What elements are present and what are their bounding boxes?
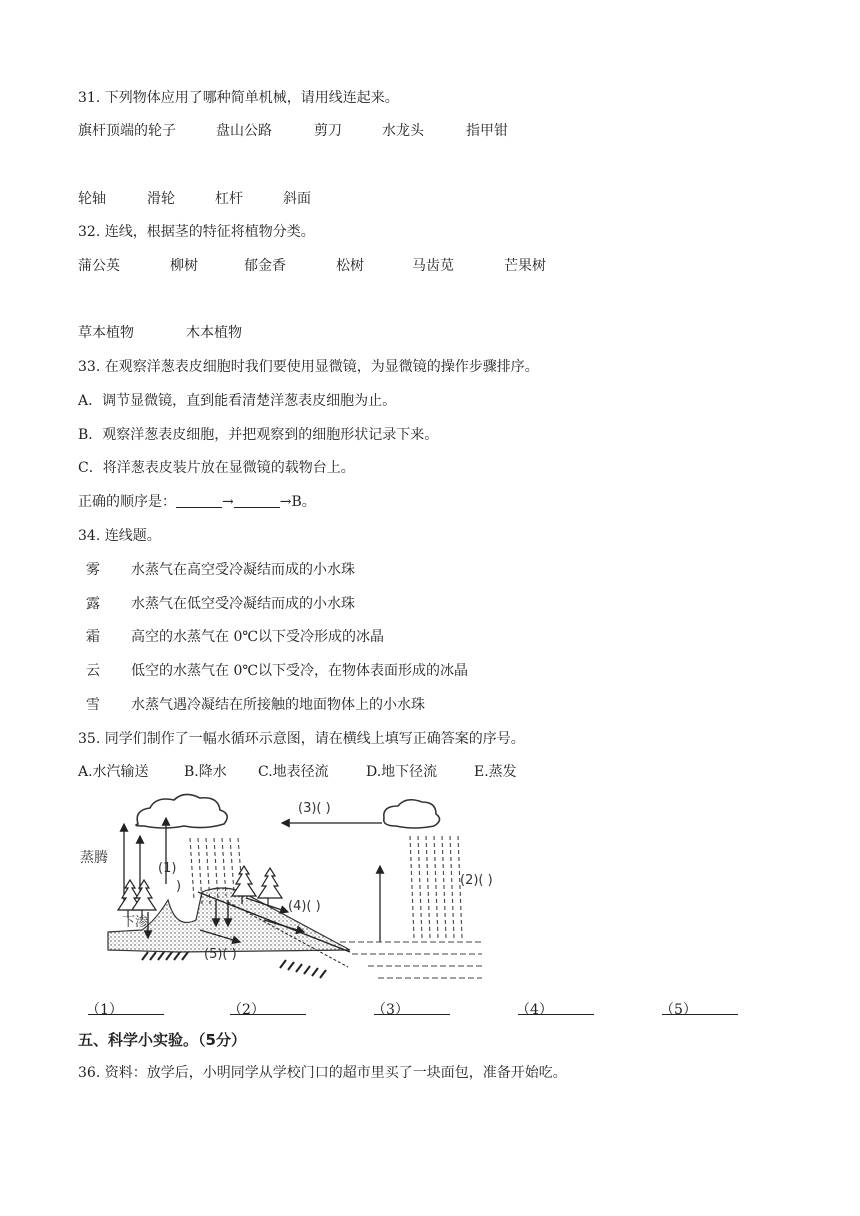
- q35-option: E.蒸发: [474, 764, 517, 780]
- right-rain: [410, 836, 462, 938]
- answer-blank-4[interactable]: [518, 1000, 594, 1015]
- q34-term: 露: [86, 596, 100, 612]
- label-evaporation: 蒸腾: [80, 850, 108, 866]
- q35-option: C.地表径流: [258, 764, 329, 780]
- q33-option-b: B．观察洋葱表皮细胞，并把观察到的细胞形状记录下来。: [78, 427, 439, 443]
- q31-machine: 斜面: [283, 191, 311, 207]
- q33-option-c: C．将洋葱表皮装片放在显微镜的载物台上。: [78, 460, 355, 476]
- q31-title: 31. 下列物体应用了哪种简单机械，请用线连起来。: [78, 90, 399, 106]
- q33-blank-2[interactable]: [234, 493, 280, 508]
- answer-blank-3[interactable]: [374, 1000, 450, 1015]
- label-5: (5)( ): [204, 947, 237, 962]
- q33-order-end: →B。: [279, 494, 316, 510]
- answer-blank-2[interactable]: [230, 1000, 306, 1015]
- q33-order-prefix: 正确的顺序是：: [78, 494, 176, 510]
- q31-object: 水龙头: [382, 123, 424, 139]
- q34-term: 雪: [86, 697, 100, 713]
- q34-description: 水蒸气在高空受冷凝结而成的小水珠: [131, 562, 355, 578]
- q33-option-a: A．调节显微镜，直到能看清楚洋葱表皮细胞为止。: [78, 393, 397, 409]
- q34-description: 低空的水蒸气在 0℃以下受冷，在物体表面形成的冰晶: [131, 663, 469, 679]
- q31-object: 指甲钳: [466, 123, 508, 139]
- q31-machine: 杠杆: [215, 191, 243, 207]
- q35-option: A.水汽输送: [78, 764, 149, 780]
- sea: [340, 942, 482, 978]
- q36-title: 36. 资料：放学后，小明同学从学校门口的超市里买了一块面包，准备开始吃。: [78, 1065, 567, 1081]
- answer-blank-1[interactable]: [88, 1000, 164, 1015]
- answer-label-3: （3）: [372, 1002, 409, 1018]
- q33-blank-1[interactable]: [176, 493, 222, 508]
- answer-label-4: （4）: [516, 1002, 553, 1018]
- answer-label-2: （2）: [228, 1002, 265, 1018]
- q32-category: 木本植物: [186, 325, 242, 341]
- answer-label-1: （1）: [86, 1002, 123, 1018]
- q34-description: 高空的水蒸气在 0℃以下受冷形成的冰晶: [131, 629, 385, 645]
- q32-plant: 郁金香: [244, 258, 286, 274]
- q32-plant: 松树: [336, 258, 364, 274]
- q32-category: 草本植物: [78, 325, 134, 341]
- q34-title: 34. 连线题。: [78, 528, 161, 544]
- q34-description: 水蒸气遇冷凝结在所接触的地面物体上的小水珠: [131, 697, 425, 713]
- water-cycle-diagram: [78, 792, 498, 988]
- q33-order-arrow: →: [222, 494, 234, 510]
- section-heading: 五、科学小实验。（5分）: [78, 1031, 246, 1049]
- label-infiltration: 下渗: [122, 915, 149, 930]
- q35-title: 35. 同学们制作了一幅水循环示意图，请在横线上填写正确答案的序号。: [78, 731, 525, 747]
- q31-object: 剪刀: [314, 123, 342, 139]
- q32-plant: 马齿苋: [412, 258, 454, 274]
- label-3: (3)( ): [298, 801, 331, 816]
- q32-plant: 蒲公英: [78, 258, 120, 274]
- q34-term: 雾: [86, 562, 100, 578]
- q32-title: 32. 连线，根据茎的特征将植物分类。: [78, 224, 315, 240]
- q32-plant: 柳树: [170, 258, 198, 274]
- label-2: (2)( ): [460, 873, 493, 888]
- q31-object: 旗杆顶端的轮子: [78, 123, 176, 139]
- left-cloud: [136, 794, 227, 828]
- q35-option: D.地下径流: [366, 764, 438, 780]
- q35-option: B.降水: [184, 764, 227, 780]
- q31-machine: 轮轴: [78, 191, 106, 207]
- q34-term: 霜: [86, 629, 100, 645]
- label-1: (1): [158, 861, 177, 876]
- answer-blank-5[interactable]: [662, 1000, 738, 1015]
- right-cloud: [384, 800, 440, 828]
- q31-machine: 滑轮: [147, 191, 175, 207]
- q34-term: 云: [86, 663, 100, 679]
- q31-object: 盘山公路: [216, 123, 272, 139]
- q32-plant: 芒果树: [504, 258, 546, 274]
- q34-description: 水蒸气在低空受冷凝结而成的小水珠: [131, 596, 355, 612]
- label-4: (4)( ): [288, 899, 321, 914]
- label-1-paren: ): [176, 879, 182, 894]
- q33-title: 33. 在观察洋葱表皮细胞时我们要使用显微镜，为显微镜的操作步骤排序。: [78, 359, 539, 375]
- q33-order: [78, 492, 316, 512]
- answer-label-5: （5）: [660, 1002, 697, 1018]
